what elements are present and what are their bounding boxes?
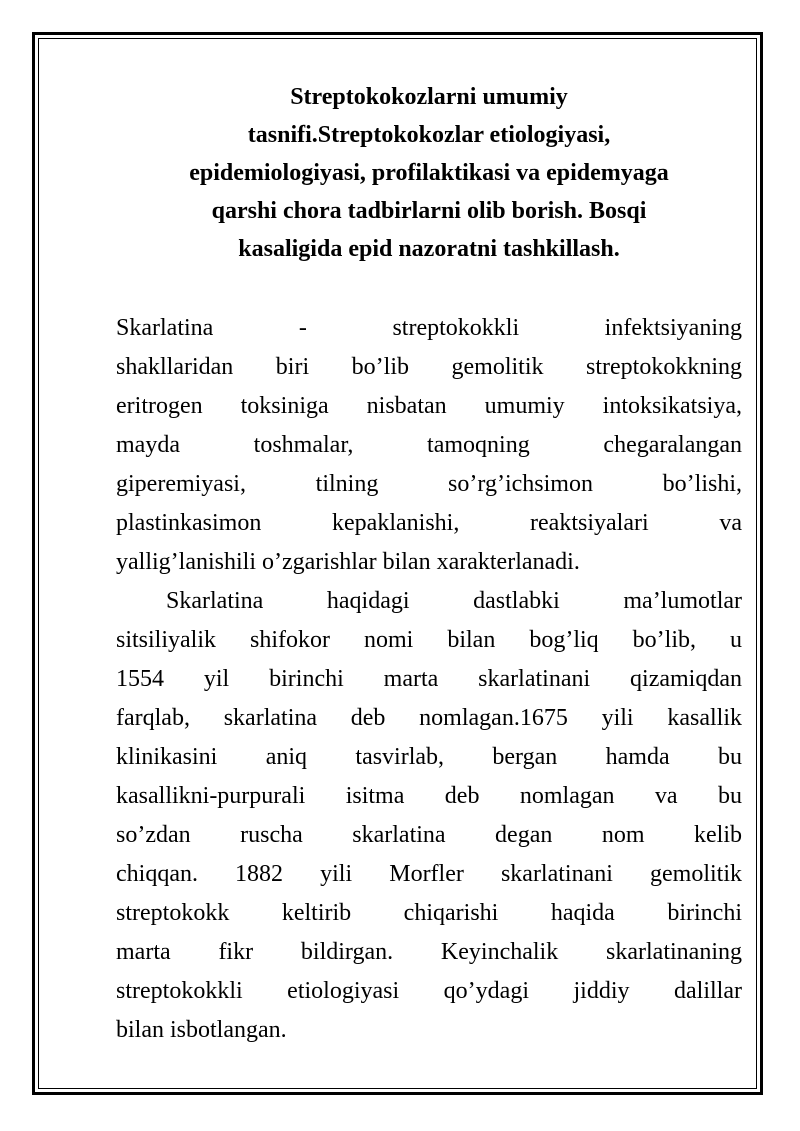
text-line: so’zdan ruscha skarlatina degan nom kelib (116, 822, 742, 848)
paragraph-history (116, 582, 742, 1050)
title-line: kasaligida epid nazoratni tashkillash. (238, 236, 620, 262)
text-line: mayda toshmalar, tamoqning chegaralangan (116, 432, 742, 458)
text-line: plastinkasimon kepaklanishi, reaktsiyalari va (116, 510, 742, 536)
text-line: Skarlatina - streptokokkli infektsiyaning (116, 315, 742, 341)
text-line: streptokokkli etiologiyasi qo’ydagi jiddiy dalillar (116, 978, 742, 1004)
text-line: klinikasini aniq tasvirlab, bergan hamda bu (116, 744, 742, 770)
paragraph-definition (116, 309, 742, 582)
document-title (116, 78, 742, 268)
text-line: kasallikni-purpurali isitma deb nomlagan va bu (116, 783, 742, 809)
text-line: sitsiliyalik shifokor nomi bilan bog’liq bo’lib, u (116, 627, 742, 653)
title-line: tasnifi.Streptokokozlar etiologiyasi, (247, 122, 611, 148)
text-line: bilan isbotlangan. (116, 1017, 287, 1043)
text-line: farqlab, skarlatina deb nomlagan.1675 yili kasallik (116, 705, 742, 731)
title-line: qarshi chora tadbirlarni olib borish. Bosqi (211, 198, 647, 224)
text-line: streptokokk keltirib chiqarishi haqida birinchi (116, 900, 742, 926)
text-line: yallig’lanishili o’zgarishlar bilan xarakterlanadi. (116, 549, 580, 575)
text-line: shakllaridan biri bo’lib gemolitik streptokokkning (116, 354, 742, 380)
text-line: 1554 yil birinchi marta skarlatinani qizamiqdan (116, 666, 742, 692)
title-line: Streptokokozlarni umumiy (290, 84, 568, 110)
text-line: Skarlatina haqidagi dastlabki ma’lumotlar (166, 588, 742, 614)
text-line: marta fikr bildirgan. Keyinchalik skarlatinaning (116, 939, 742, 965)
document-body (116, 309, 742, 1050)
text-line: eritrogen toksiniga nisbatan umumiy intoksikatsiya, (116, 393, 742, 419)
title-line: epidemiologiyasi, profilaktikasi va epidemyaga (189, 160, 669, 186)
text-line: chiqqan. 1882 yili Morfler skarlatinani gemolitik (116, 861, 742, 887)
text-line: giperemiyasi, tilning so’rg’ichsimon bo’lishi, (116, 471, 742, 497)
